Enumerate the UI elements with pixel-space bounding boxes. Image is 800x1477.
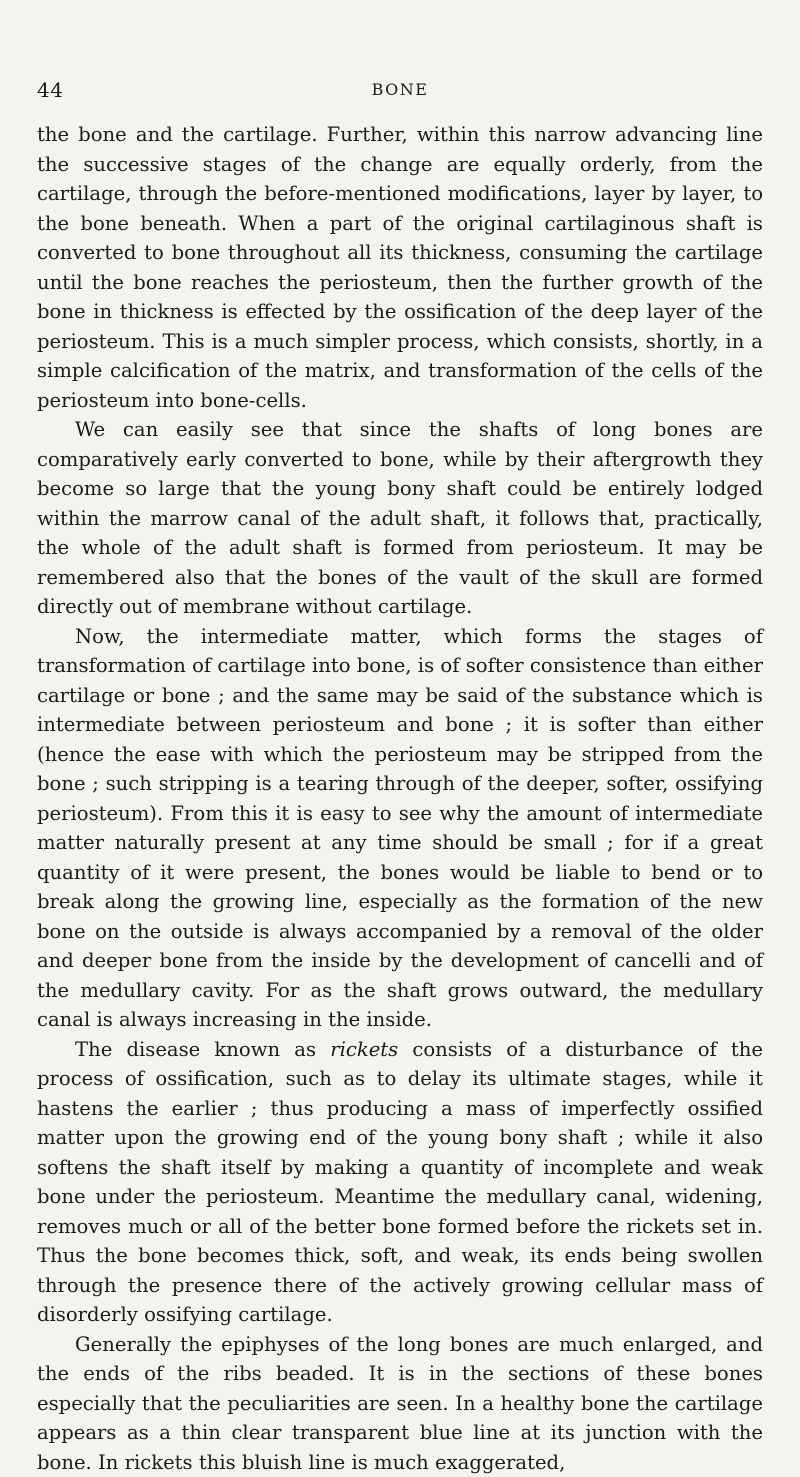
page-header — [37, 78, 763, 106]
page-number: 44 — [37, 78, 63, 102]
rickets-body: consists of a disturbance of the process of ossification, such as to delay its ultimate stages, while it hastens the earlier ; thus producing a mass of imperfectly ossified matter upon the growing end of the young bony shaft ; while it also softens the shaft itself by making a quantity of incomplete and weak bone under the periosteum. Meantime the medullary canal, widening, removes much or all of the better bone formed before the rickets set in. Thus the bone becomes thick, soft, and weak, its ends being swollen through the presence there of the actively growing cellular mass of disorderly ossifying cartilage. — [37, 1038, 763, 1327]
paragraph-shafts: We can easily see that since the shafts of long bones are comparatively early converted to bone, while by their aftergrowth they become so large that the young bony shaft could be entirely lodged within the marrow canal of the adult shaft, it follows that, practically, the whole of the adult shaft is formed from periosteum. It may be remembered also that the bones of the vault of the skull are formed directly out of membrane without cartilage. — [37, 415, 763, 622]
paragraph-rickets — [37, 1035, 763, 1330]
running-head: BONE — [37, 80, 763, 99]
rickets-term: rickets — [330, 1038, 398, 1061]
body-text — [37, 120, 763, 1477]
paragraph-epiphyses: Generally the epiphyses of the long bones are much enlarged, and the ends of the ribs beaded. It is in the sections of these bones especially that the peculiarities are seen. In a healthy bone the cartilage appears as a thin clear transparent blue line at its junction with the bone. In rickets this bluish line is much exaggerated, — [37, 1330, 763, 1477]
paragraph-intermediate-matter: Now, the intermediate matter, which forms the stages of transformation of cartilage into bone, is of softer consistence than either cartilage or bone ; and the same may be said of the substance which is intermediate between periosteum and bone ; it is softer than either (hence the ease with which the periosteum may be stripped from the bone ; such stripping is a tearing through of the deeper, softer, ossifying periosteum). From this it is easy to see why the amount of intermediate matter naturally present at any time should be small ; for if a great quantity of it were present, the bones would be liable to bend or to break along the growing line, especially as the formation of the new bone on the outside is always accompanied by a removal of the older and deeper bone from the inside by the development of cancelli and of the medullary cavity. For as the shaft grows outward, the medullary canal is always increasing in the inside. — [37, 622, 763, 1035]
paragraph-continuation: the bone and the cartilage. Further, within this narrow advancing line the successive stages of the change are equally orderly, from the cartilage, through the before-mentioned modifications, layer by layer, to the bone beneath. When a part of the original cartilaginous shaft is converted to bone throughout all its thickness, consuming the cartilage until the bone reaches the periosteum, then the further growth of the bone in thickness is effected by the ossification of the deep layer of the periosteum. This is a much simpler process, which consists, shortly, in a simple calcification of the matrix, and transformation of the cells of the periosteum into bone-cells. — [37, 120, 763, 415]
rickets-intro: The disease known as — [75, 1038, 330, 1061]
